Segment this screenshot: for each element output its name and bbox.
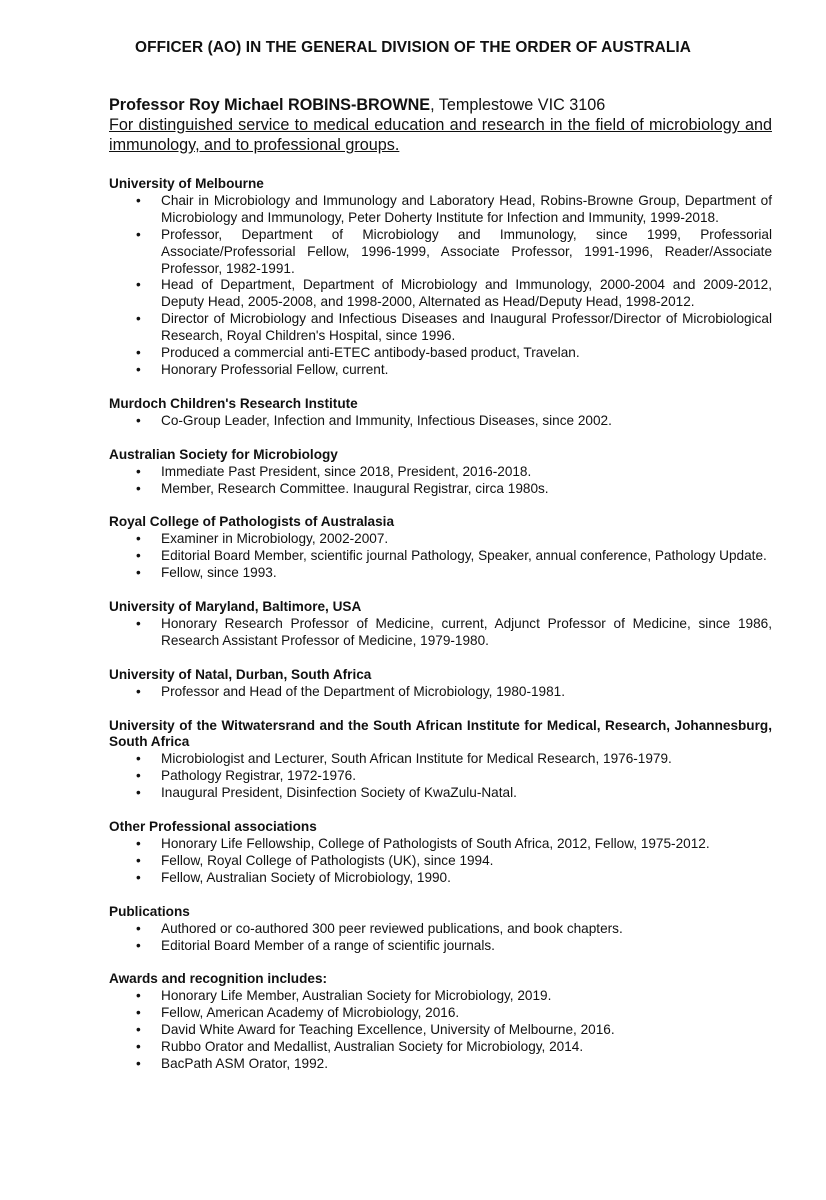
award-title: OFFICER (AO) IN THE GENERAL DIVISION OF THE ORDER OF AUSTRALIA (135, 39, 691, 56)
bullet-list (109, 836, 772, 887)
section (109, 667, 772, 701)
list-item: • Immediate Past President, since 2018, President, 2016-2018. (161, 464, 772, 481)
list-item: • Honorary Research Professor of Medicine, current, Adjunct Professor of Medicine, since 1986, Research Assistant Professor of Medicine, 1979-1980. (161, 616, 772, 650)
bullet-list (109, 193, 772, 379)
list-item: • Chair in Microbiology and Immunology and Laboratory Head, Robins-Browne Group, Department of Microbiology and Immunology, Peter Doherty Institute for Infection and Immunity, 1999-2018. (161, 193, 772, 227)
section (109, 904, 772, 955)
list-item: • BacPath ASM Orator, 1992. (161, 1056, 772, 1073)
list-item: • Authored or co-authored 300 peer reviewed publications, and book chapters. (161, 921, 772, 938)
recipient-name: Professor Roy Michael ROBINS-BROWNE (109, 96, 431, 114)
list-item: • Professor, Department of Microbiology and Immunology, since 1999, Professorial Associate/Professorial Fellow, 1996-1999, Associate Professor, 1991-1996, Reader/Associate Professor, 1982-1991. (161, 227, 772, 278)
list-item: • Head of Department, Department of Microbiology and Immunology, 2000-2004 and 2009-2012, Deputy Head, 2005-2008, and 1998-2000, Alternated as Head/Deputy Head, 1998-2012. (161, 277, 772, 311)
bullet-list (109, 988, 772, 1073)
section-heading: University of the Witwatersrand and the South African Institute for Medical, Research, Johannesburg, South Africa (109, 717, 772, 750)
list-item: • Honorary Life Member, Australian Society for Microbiology, 2019. (161, 988, 772, 1005)
section (109, 819, 772, 887)
section-heading: University of Maryland, Baltimore, USA (109, 599, 362, 615)
section-heading: University of Natal, Durban, South Africa (109, 666, 372, 682)
bullet-list (109, 531, 772, 582)
list-item: • Co-Group Leader, Infection and Immunity, Infectious Diseases, since 2002. (161, 413, 772, 430)
section (109, 396, 772, 430)
citation: For distinguished service to medical education and research in the field of microbiology and immunology, and to professional groups. (109, 116, 772, 154)
list-item: • Member, Research Committee. Inaugural Registrar, circa 1980s. (161, 481, 772, 498)
section-heading: Publications (109, 903, 190, 919)
section-heading: University of Melbourne (109, 176, 264, 191)
list-item: • Microbiologist and Lecturer, South African Institute for Medical Research, 1976-1979. (161, 751, 772, 768)
section-heading: Australian Society for Microbiology (109, 446, 338, 462)
list-item: • Fellow, Australian Society of Microbiology, 1990. (161, 870, 772, 887)
section (109, 514, 772, 582)
section (109, 599, 772, 650)
list-item: • Fellow, American Academy of Microbiology, 2016. (161, 1005, 772, 1022)
section (109, 718, 772, 803)
sections-container (109, 176, 772, 1073)
list-item: • Inaugural President, Disinfection Society of KwaZulu-Natal. (161, 785, 772, 802)
bullet-list (109, 751, 772, 802)
list-item: • Produced a commercial anti-ETEC antibody-based product, Travelan. (161, 345, 772, 362)
section-heading: Murdoch Children's Research Institute (109, 395, 358, 411)
list-item: • Pathology Registrar, 1972-1976. (161, 768, 772, 785)
list-item: • Fellow, Royal College of Pathologists (UK), since 1994. (161, 853, 772, 870)
list-item: • Honorary Professorial Fellow, current. (161, 362, 772, 379)
section-heading: Other Professional associations (109, 819, 317, 835)
list-item: • Editorial Board Member, scientific journal Pathology, Speaker, annual conference, Pathology Update. (161, 548, 772, 565)
list-item: • Professor and Head of the Department of Microbiology, 1980-1981. (161, 684, 772, 701)
section (109, 971, 772, 1072)
recipient-line (109, 95, 772, 115)
list-item: • David White Award for Teaching Excellence, University of Melbourne, 2016. (161, 1022, 772, 1039)
section (109, 447, 772, 498)
section-heading: Awards and recognition includes: (109, 971, 328, 987)
bullet-list (109, 413, 772, 430)
recipient-location: , Templestowe VIC 3106 (430, 96, 606, 114)
bullet-list (109, 684, 772, 701)
list-item: • Editorial Board Member of a range of scientific journals. (161, 938, 772, 955)
list-item: • Director of Microbiology and Infectious Diseases and Inaugural Professor/Director of Microbiological Research, Royal Children's Hospital, since 1996. (161, 311, 772, 345)
list-item: • Honorary Life Fellowship, College of Pathologists of South Africa, 2012, Fellow, 1975-2012. (161, 836, 772, 853)
list-item: • Examiner in Microbiology, 2002-2007. (161, 531, 772, 548)
bullet-list (109, 921, 772, 955)
bullet-list (109, 616, 772, 650)
list-item: • Rubbo Orator and Medallist, Australian Society for Microbiology, 2014. (161, 1039, 772, 1056)
bullet-list (109, 464, 772, 498)
section (109, 176, 772, 379)
list-item: • Fellow, since 1993. (161, 565, 772, 582)
section-heading: Royal College of Pathologists of Australasia (109, 514, 395, 530)
